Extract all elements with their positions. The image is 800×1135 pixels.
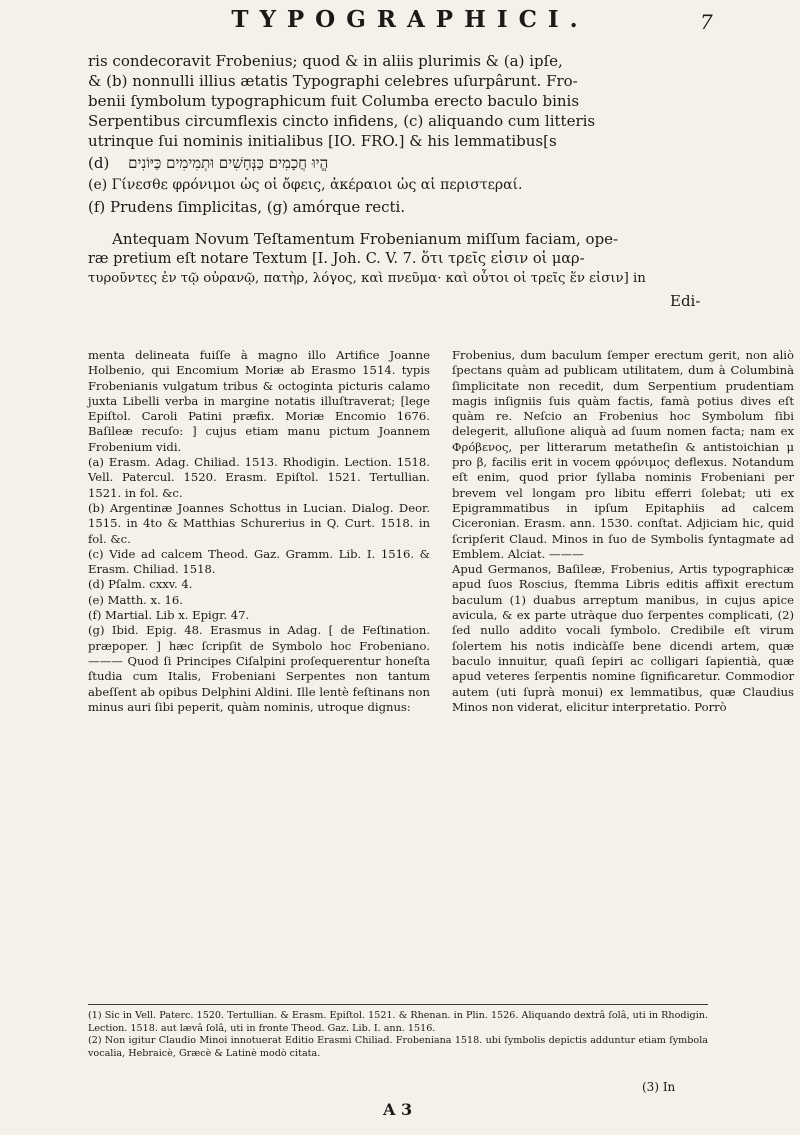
hebrew-text: הֱיוּ חֲכָמִים כַּנְּחָשִׁים וּתְמִימִים כַּיּוֹנִים: [128, 154, 329, 172]
right-column: [452, 348, 794, 715]
paragraph-line: τυροῦντες ἐν τῷ οὐρανῷ, πατὴρ, λόγος, καὶ πνεῦμα· καὶ οὗτοι οἱ τρεῖς ἕν εἰσιν] in: [88, 271, 646, 286]
footnote-a: (a) Erasm. Adag. Chiliad. 1513. Rhodigin. Lection. 1518. Vell. Patercul. 1520. Erasm. Epiſtol. 1521. Tertullian. 1521. in fol. &c.: [88, 455, 430, 500]
main-text-line: utrinque ſui nominis initialibus [IO. FRO.] & his lemmatibus[s: [88, 132, 557, 150]
footnote: (2) Non igitur Claudio Minoi innotuerat Editio Erasmi Chiliad. Frobeniana 1518. ubi ſymbolis depictis adduntur etiam ſymbola vocalia, Hebraicè, Græcè & Latinè modò citata.: [88, 1035, 708, 1059]
footnote-f: (f) Martial. Lib x. Epigr. 47.: [88, 608, 250, 623]
footnote: (1) Sic in Vell. Paterc. 1520. Tertullian. & Erasm. Epiſtol. 1521. & Rhenan. in Plin. 1526. Aliquando dextrâ ſolâ, uti in Rhodigin. Lection. 1518. aut lævâ ſolâ, uti in fronte Theod. Gaz. Lib. I. ann. 1516.: [88, 1010, 708, 1034]
main-text-line: benii ſymbolum typographicum fuit Columba erecto baculo binis: [88, 92, 580, 110]
paragraph-line: ræ pretium eſt notare Textum [I. Joh. C. V. 7. ὅτι τρεῖς εἰσιν οἱ μαρ-: [88, 251, 585, 267]
column-paragraph: Apud Germanos, Baſileæ, Frobenius, Artis typographicæ apud ſuos Roscius, ſtemma Libris editis affixit erectum baculum (1) duabus arreptum manibus, in cujus apice avicula, & ex parte utràque duo ſerpentes complicati, (2) ſed nullo addito vocali ſymbolo. Credibile eſt virum ſolertem his notis indicàſſe bene dicendi artem, quæ baculo innuitur, quaſi ſepiri ac colligari ſapientià, quæ apud veteres ſerpentis nomine ſignificaretur. Commodior autem (uti ſuprà monui) ex lemmatibus, quæ Claudius Minos non viderat, elicitur interpretatio. Porrò: [452, 562, 794, 714]
footnote-d: (d) Pſalm. cxxv. 4.: [88, 577, 193, 592]
main-text-line: Serpentibus circumflexis cincto infidens, (c) aliquando cum litteris: [88, 112, 596, 130]
greek-motto: (e) Γίνεσθε φρόνιμοι ὡς οἱ ὄφεις, ἀκέραιοι ὡς αἱ περιστεραί.: [88, 177, 523, 193]
main-text-line: ris condecoravit Frobenius; quod & in aliis plurimis & (a) ipſe,: [88, 52, 563, 70]
footnote-e: (e) Matth. x. 16.: [88, 592, 183, 607]
hebrew-motto: [88, 154, 328, 172]
left-column: [88, 348, 430, 715]
latin-motto: (f) Prudens ſimplicitas, (g) amórque recti.: [88, 198, 406, 216]
column-paragraph: menta delineata fuiſſe à magno illo Artifice Joanne Holbenio, qui Encomium Moriæ ab Erasmo 1514. typis Frobenianis vulgatum tribus & octoginta picturis calamo juxta Libelli verba in margine notatis illuſtraverat; [lege Epiſtol. Caroli Patini præfix. Moriæ Encomio 1676. Baſileæ recuſo: ] cujus etiam manu pictum Joannem Frobenium vidi.: [88, 348, 430, 454]
footnote-b: (b) Argentinæ Joannes Schottus in Lucian. Dialog. Deor. 1515. in 4to & Matthias Schurerius in Q. Curt. 1518. in fol. &c.: [88, 500, 430, 546]
catchword-top: Edi-: [670, 292, 701, 310]
running-head: TYPOGRAPHICI.: [231, 6, 589, 33]
signature-mark: A 3: [383, 1100, 413, 1119]
footnote-c: (c) Vide ad calcem Theod. Gaz. Gramm. Lib. I. 1516. & Erasm. Chiliad. 1518.: [88, 546, 430, 577]
paragraph-line: Antequam Novum Teſtamentum Frobenianum miſſum faciam, ope-: [112, 230, 619, 248]
motto-label: (d): [88, 154, 110, 172]
page-number: 7: [700, 10, 713, 34]
catchword: (3) In: [642, 1080, 676, 1094]
bottom-footnotes: [88, 1010, 708, 1060]
column-paragraph: Frobenius, dum baculum ſemper erectum gerit, non aliò ſpectans quàm ad publicam utilitatem, dum à Columbinà ſimplicitate non recedit, dum Serpentium prudentiam magis inſigniis ſuis quàm factis, famà potius dives eſt quàm re. Neſcio an Frobenius hoc Symbolum ſibi delegerit, alluſione aliquà ad ſuum nomen facta; nam ex Φρόβενος, per litterarum metatheſin & antistoichian μ pro β, facilis erit in vocem φρόνιμος deflexus. Notandum eſt enim, quod prior ſyllaba nominis Frobeniani per brevem vel longam pro libitu efferri ſolebat; uti ex Epigrammatibus in ipſum Epitaphiis ad calcem Ciceronian. Erasm. ann. 1530. conſtat. Adjiciam hic, quid ſcripſerit Claud. Minos in ſuo de Symbolis ſyntagmate ad Emblem. Alciat. ———: [452, 348, 794, 561]
main-text-line: & (b) nonnulli illius ætatis Typographi celebres uſurpârunt. Fro-: [88, 72, 578, 90]
footnote-g: (g) Ibid. Epig. 48. Erasmus in Adag. [ de Feſtination. præpoper. ] hæc ſcripſit de Symbolo hoc Frobeniano. ——— Quod ſi Principes Ciſalpini proſequerentur honeſta ſtudia cum Italis, Frobeniani Serpentes non tantum abeſſent ab opibus Delphini Aldini. Ille lentè feſtinans non minus auri ſibi peperit, quàm nominis, utroque dignus:: [88, 623, 430, 714]
footnote-divider: [88, 1004, 708, 1005]
